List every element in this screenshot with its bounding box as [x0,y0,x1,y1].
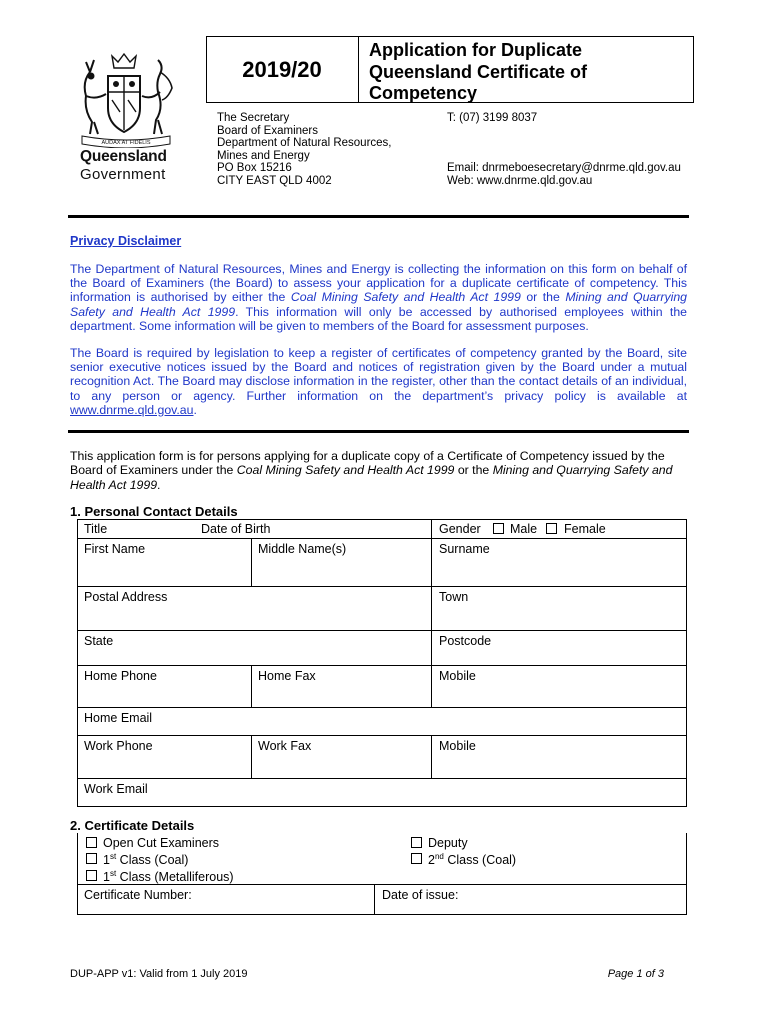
certificate-number-field[interactable]: Certificate Number: [84,888,192,902]
home-mobile-field[interactable]: Mobile [439,669,476,683]
date-of-issue-field[interactable]: Date of issue: [382,888,459,902]
first-name-field[interactable]: First Name [84,542,146,556]
work-mobile-field[interactable]: Mobile [439,739,476,753]
first-class-metal-label: 1st Class (Metalliferous) [103,869,234,885]
home-email-field[interactable]: Home Email [84,711,153,725]
privacy-paragraph-2: The Board is required by legislation to keep a register of certificates of competency granted by the Board, site senior executive notices issued by the Board and notices of registration given by the Board under a mutual recognition Act. The Board may disclose information in the register, other than the contact details of an individual, to any person or agency. Further information on the department’s privacy policy is available at www.dnrme.qld.gov.au. [70,346,687,417]
open-cut-checkbox[interactable] [86,837,97,848]
section-2-heading: 2. Certificate Details [70,818,195,833]
home-fax-field[interactable]: Home Fax [258,669,316,683]
title-field-label[interactable]: Title [84,522,108,536]
contact-web[interactable]: Web: www.dnrme.qld.gov.au [447,174,593,187]
intro-paragraph: This application form is for persons applying for a duplicate copy of a Certificate of Competency issued by the Board of Examiners under the Coal Mining Safety and Health Act 1999 or the Mining and Quarrying Safety and Health Act 1999. [70,449,673,492]
middle-names-field[interactable]: Middle Name(s) [258,542,347,556]
header-divider [358,36,359,103]
logo-motto: AUDAX AT FIDELIS [101,140,151,146]
address-line: Board of Examiners [217,124,318,137]
male-label: Male [510,522,538,536]
work-phone-field[interactable]: Work Phone [84,739,153,753]
address-line: CITY EAST QLD 4002 [217,174,332,187]
contact-email[interactable]: Email: dnrmeboesecretary@dnrme.qld.gov.au [447,162,681,174]
logo-line-1: Queensland [80,148,167,165]
deputy-checkbox[interactable] [411,837,422,848]
footer-version: DUP-APP v1: Valid from 1 July 2019 [70,968,248,980]
privacy-title: Privacy Disclaimer [70,234,182,248]
dob-field-label[interactable]: Date of Birth [201,522,271,536]
address-line: Department of Natural Resources, [217,137,392,150]
second-class-coal-checkbox[interactable] [411,853,422,864]
postal-address-field[interactable]: Postal Address [84,590,168,604]
address-line: PO Box 15216 [217,162,292,175]
section-1-heading: 1. Personal Contact Details [70,504,238,519]
privacy-paragraph-1: The Department of Natural Resources, Mines and Energy is collecting the information on this form on behalf of the Board of Examiners (the Board) to assess your application for a duplicate certificate of competency. This information is authorised by either the Coal Mining Safety and Health Act 1999 or the Mining and Quarrying Safety and Health Act 1999. This information will only be accessed by authorised employees within the department. Some information will be given to members of the Board for assessment purposes. [70,262,688,333]
gender-label: Gender [439,522,481,536]
first-class-metal-checkbox[interactable] [86,870,97,881]
work-email-field[interactable]: Work Email [84,782,148,796]
address-line: Mines and Energy [217,149,310,162]
logo-line-2: Government [80,166,166,183]
footer-page-number: Page 1 of 3 [607,968,664,980]
surname-field[interactable]: Surname [439,542,490,556]
privacy-link[interactable]: www.dnrme.qld.gov.au [70,402,194,417]
coat-of-arms-icon [72,52,180,148]
postcode-field[interactable]: Postcode [439,634,492,648]
deputy-label: Deputy [428,836,468,850]
contact-email-web [447,162,681,187]
open-cut-label: Open Cut Examiners [103,836,220,850]
contact-phone: T: (07) 3199 8037 [447,112,538,124]
queensland-government-logo [72,52,180,184]
town-field[interactable]: Town [439,590,469,604]
title-line-1: Application for Duplicate [369,40,583,60]
page-title [369,40,689,105]
male-checkbox[interactable] [493,523,504,534]
female-checkbox[interactable] [546,523,557,534]
second-class-coal-label: 2nd Class (Coal) [428,852,517,868]
work-fax-field[interactable]: Work Fax [258,739,312,753]
home-phone-field[interactable]: Home Phone [84,669,157,683]
title-line-2: Queensland Certificate of [369,61,588,82]
year-label: 2019/20 [242,57,322,82]
state-field[interactable]: State [84,634,114,648]
female-label: Female [564,522,606,536]
first-class-coal-label: 1st Class (Coal) [103,852,189,868]
first-class-coal-checkbox[interactable] [86,853,97,864]
postal-address-block [217,112,392,188]
divider-rule [68,430,689,433]
title-line-3: Competency [369,83,478,103]
address-line: The Secretary [217,112,290,124]
divider-rule [68,215,689,218]
